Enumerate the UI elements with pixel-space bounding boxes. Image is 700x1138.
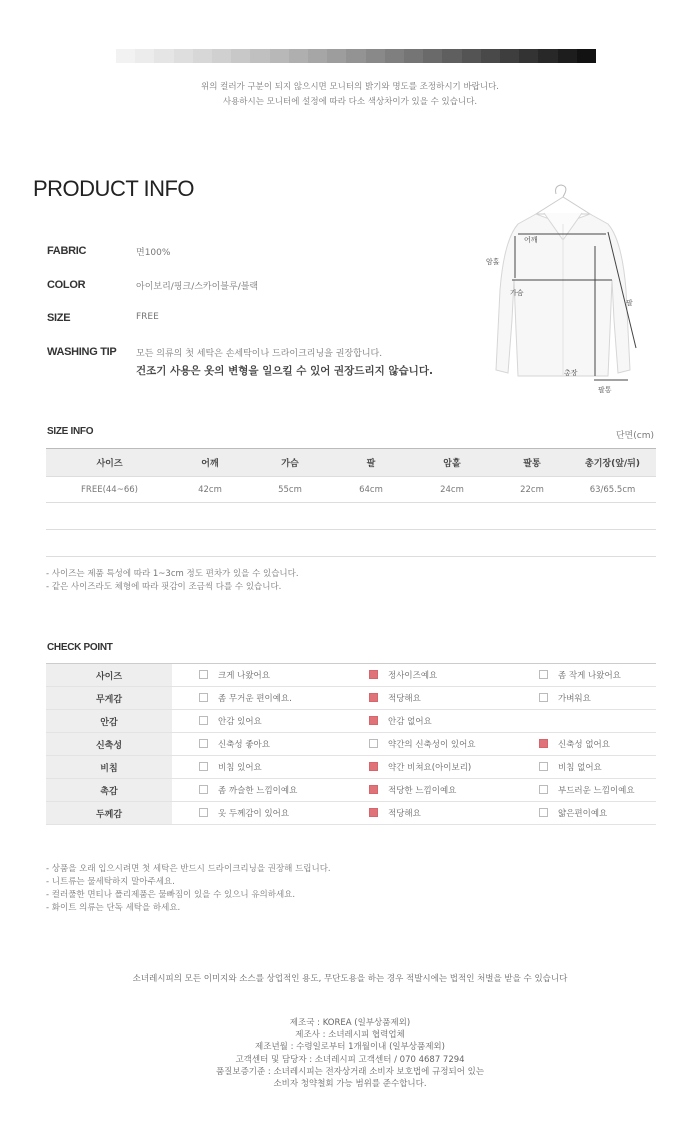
size-value: FREE: [136, 312, 159, 322]
checked-box-icon: [369, 693, 378, 702]
gradient-swatch: [270, 49, 289, 63]
size-unit: 단면(cm): [615, 431, 654, 441]
check-option: [342, 779, 512, 802]
size-info-title: SIZE INFO: [47, 426, 94, 437]
check-option: [172, 664, 342, 687]
checked-box-icon: [369, 785, 378, 794]
check-option: [342, 710, 512, 733]
check-row: [46, 779, 656, 802]
size-col-length: 총기장(앞/뒤): [569, 449, 656, 477]
footer-line: 소비자 청약철회 가능 범위를 준수합니다.: [273, 1079, 427, 1090]
check-category: 무게감: [46, 687, 172, 710]
size-cell: 22cm: [495, 477, 569, 503]
check-option-label: 옷 두께감이 있어요: [218, 809, 290, 819]
check-category: 안감: [46, 710, 172, 733]
color-label: COLOR: [47, 279, 86, 291]
check-category: 촉감: [46, 779, 172, 802]
check-option-label: 좀 무거운 편이예요.: [218, 694, 292, 704]
check-option: [512, 802, 656, 825]
checkbox-icon: [199, 716, 208, 725]
checkbox-icon: [539, 670, 548, 679]
care-note-line4: - 화이트 의류는 단독 세탁을 하세요.: [46, 903, 181, 913]
footer-info: [0, 1017, 700, 1090]
gradient-swatch: [500, 49, 519, 63]
gradient-swatch: [135, 49, 154, 63]
check-option-label: 얇은편이예요: [558, 809, 608, 819]
fabric-label: FABRIC: [47, 245, 87, 257]
check-option-label: 신축성 좋아요: [218, 740, 270, 750]
check-option: [512, 710, 656, 733]
care-note-line3: - 컬러풀한 면티나 폴리제품은 물빠짐이 있을 수 있으니 유의하세요.: [46, 890, 296, 900]
care-note-line2: - 니트류는 물세탁하지 말아주세요.: [46, 877, 175, 887]
size-note-line1: - 사이즈는 제품 특성에 따라 1~3cm 정도 편차가 있을 수 있습니다.: [46, 569, 299, 579]
checked-box-icon: [369, 670, 378, 679]
size-note-line2: - 같은 사이즈라도 체형에 따라 핏감이 조금씩 다를 수 있습니다.: [46, 582, 282, 592]
gradient-swatch: [538, 49, 557, 63]
checkbox-icon: [539, 785, 548, 794]
check-option-label: 정사이즈예요: [388, 671, 438, 681]
check-option: [342, 687, 512, 710]
check-option: [512, 687, 656, 710]
table-row: [46, 477, 656, 503]
product-info-title: PRODUCT INFO: [33, 176, 195, 201]
check-option-label: 적당해요: [388, 809, 421, 819]
footer-line: 제조사 : 소녀레시피 협력업체: [295, 1030, 405, 1041]
footer-line: 고객센터 및 담당자 : 소녀레시피 고객센터 / 070 4687 7294: [235, 1054, 465, 1065]
check-option-label: 비침 있어요: [218, 763, 262, 773]
check-row: [46, 802, 656, 825]
gradient-swatch: [250, 49, 269, 63]
check-option-label: 안감 없어요: [388, 717, 432, 727]
gradient-swatch: [327, 49, 346, 63]
size-col-size: 사이즈: [46, 449, 173, 477]
check-category: 비침: [46, 756, 172, 779]
check-row: [46, 687, 656, 710]
check-option-label: 적당한 느낌이예요: [388, 786, 457, 796]
check-option-label: 가벼워요: [558, 694, 591, 704]
gradient-swatch: [366, 49, 385, 63]
gradient-swatch: [481, 49, 500, 63]
care-note-line1: - 상품을 오래 입으시려면 첫 세탁은 반드시 드라이크리닝을 권장해 드립니다.: [46, 864, 331, 874]
checkbox-icon: [199, 739, 208, 748]
check-category: 사이즈: [46, 664, 172, 687]
check-option: [172, 779, 342, 802]
washing-warning: 건조기 사용은 옷의 변형을 일으킬 수 있어 권장드리지 않습니다.: [136, 365, 433, 377]
check-point-title: CHECK POINT: [47, 642, 113, 653]
check-option: [512, 664, 656, 687]
checked-box-icon: [539, 739, 548, 748]
check-option-label: 안감 있어요: [218, 717, 262, 727]
diagram-sleeve-label: 팔: [626, 299, 633, 307]
gradient-swatch: [308, 49, 327, 63]
check-option: [172, 802, 342, 825]
check-option-label: 적당해요: [388, 694, 421, 704]
checkbox-icon: [369, 739, 378, 748]
diagram-length-label: 총장: [564, 369, 578, 377]
checkbox-icon: [539, 762, 548, 771]
gradient-swatch: [423, 49, 442, 63]
diagram-shoulder-label: 어깨: [524, 236, 538, 244]
size-table-header: [46, 449, 656, 477]
check-row: [46, 664, 656, 687]
monitor-notice-line2: 사용하시는 모니터에 설정에 따라 다소 색상차이가 있을 수 있습니다.: [222, 97, 478, 107]
size-col-shoulder: 어깨: [173, 449, 247, 477]
gradient-swatch: [462, 49, 481, 63]
check-point-table: [46, 663, 656, 825]
footer-line: 제조국 : KOREA (일부상품제외): [289, 1018, 411, 1028]
check-option-label: 좀 작게 나왔어요: [558, 671, 621, 681]
fabric-value: 면100%: [136, 248, 171, 258]
check-category: 두께감: [46, 802, 172, 825]
check-option: [342, 664, 512, 687]
check-option-label: 약간 비쳐요(아이보리): [388, 763, 472, 773]
gradient-swatch: [193, 49, 212, 63]
check-option: [342, 802, 512, 825]
footer-line: 품질보증기준 : 소녀레시피는 전자상거래 소비자 보호법에 규정되어 있는: [215, 1066, 485, 1077]
gradient-swatch: [404, 49, 423, 63]
check-row: [46, 733, 656, 756]
check-option: [512, 779, 656, 802]
gradient-swatch: [577, 49, 596, 63]
size-cell: 64cm: [333, 477, 409, 503]
size-cell: 55cm: [247, 477, 333, 503]
size-col-sleeve: 팔: [333, 449, 409, 477]
checked-box-icon: [369, 716, 378, 725]
gradient-swatch: [442, 49, 461, 63]
gradient-swatch: [212, 49, 231, 63]
diagram-chest-label: 가슴: [510, 289, 524, 297]
color-value: 아이보리/핑크/스카이블루/블랙: [136, 282, 259, 292]
size-col-cuff: 팔통: [495, 449, 569, 477]
table-row-empty: [46, 530, 656, 557]
check-option: [342, 733, 512, 756]
washing-value: 모든 의류의 첫 세탁은 손세탁이나 드라이크리닝을 권장합니다.: [136, 349, 383, 359]
shirt-illustration: [478, 180, 658, 400]
checkbox-icon: [539, 808, 548, 817]
monitor-notice-line1: 위의 컬러가 구분이 되지 않으시면 모니터의 밝기와 명도를 조정하시기 바랍니다.: [201, 82, 499, 92]
check-category: 신축성: [46, 733, 172, 756]
footer-line: 제조년월 : 수령일로부터 1개월이내 (일부상품제외): [255, 1042, 445, 1053]
gradient-swatch: [174, 49, 193, 63]
check-option: [512, 733, 656, 756]
gradient-swatch: [289, 49, 308, 63]
check-option: [512, 756, 656, 779]
size-col-chest: 가슴: [247, 449, 333, 477]
gradient-swatch: [346, 49, 365, 63]
table-row-empty: [46, 503, 656, 530]
monitor-gradient-bar: [116, 49, 596, 63]
check-option: [342, 756, 512, 779]
size-cell: 24cm: [409, 477, 495, 503]
check-option-label: 약간의 신축성이 있어요: [388, 740, 476, 750]
size-col-armhole: 암홀: [409, 449, 495, 477]
checkbox-icon: [199, 808, 208, 817]
shirt-measurement-diagram: [478, 180, 658, 400]
size-cell: 63/65.5cm: [569, 477, 656, 503]
size-cell: FREE(44~66): [46, 477, 173, 503]
checked-box-icon: [369, 808, 378, 817]
check-option: [172, 756, 342, 779]
size-cell: 42cm: [173, 477, 247, 503]
checked-box-icon: [369, 762, 378, 771]
gradient-swatch: [385, 49, 404, 63]
gradient-swatch: [116, 49, 135, 63]
gradient-swatch: [154, 49, 173, 63]
gradient-swatch: [519, 49, 538, 63]
checkbox-icon: [199, 670, 208, 679]
checkbox-icon: [539, 693, 548, 702]
checkbox-icon: [199, 693, 208, 702]
check-row: [46, 710, 656, 733]
gradient-swatch: [558, 49, 577, 63]
check-option-label: 부드러운 느낌이예요: [558, 786, 635, 796]
check-option: [172, 710, 342, 733]
copyright-notice: 소녀레시피의 모든 이미지와 소스를 상업적인 용도, 무단도용을 하는 경우 적발시에는 법적인 처벌을 받을 수 있습니다: [132, 974, 568, 984]
gradient-swatch: [231, 49, 250, 63]
checkbox-icon: [199, 762, 208, 771]
check-option-label: 좀 까슬한 느낌이예요: [218, 786, 298, 796]
diagram-cuff-label: 팔통: [598, 386, 612, 394]
check-row: [46, 756, 656, 779]
check-option-label: 신축성 없어요: [558, 740, 610, 750]
diagram-armhole-label: 암홀: [486, 258, 500, 266]
checkbox-icon: [199, 785, 208, 794]
size-label: SIZE: [47, 312, 71, 324]
washing-label: WASHING TIP: [47, 346, 117, 358]
check-option: [172, 687, 342, 710]
check-option: [172, 733, 342, 756]
check-option-label: 크게 나왔어요: [218, 671, 270, 681]
check-option-label: 비침 없어요: [558, 763, 602, 773]
size-table: [46, 448, 656, 557]
